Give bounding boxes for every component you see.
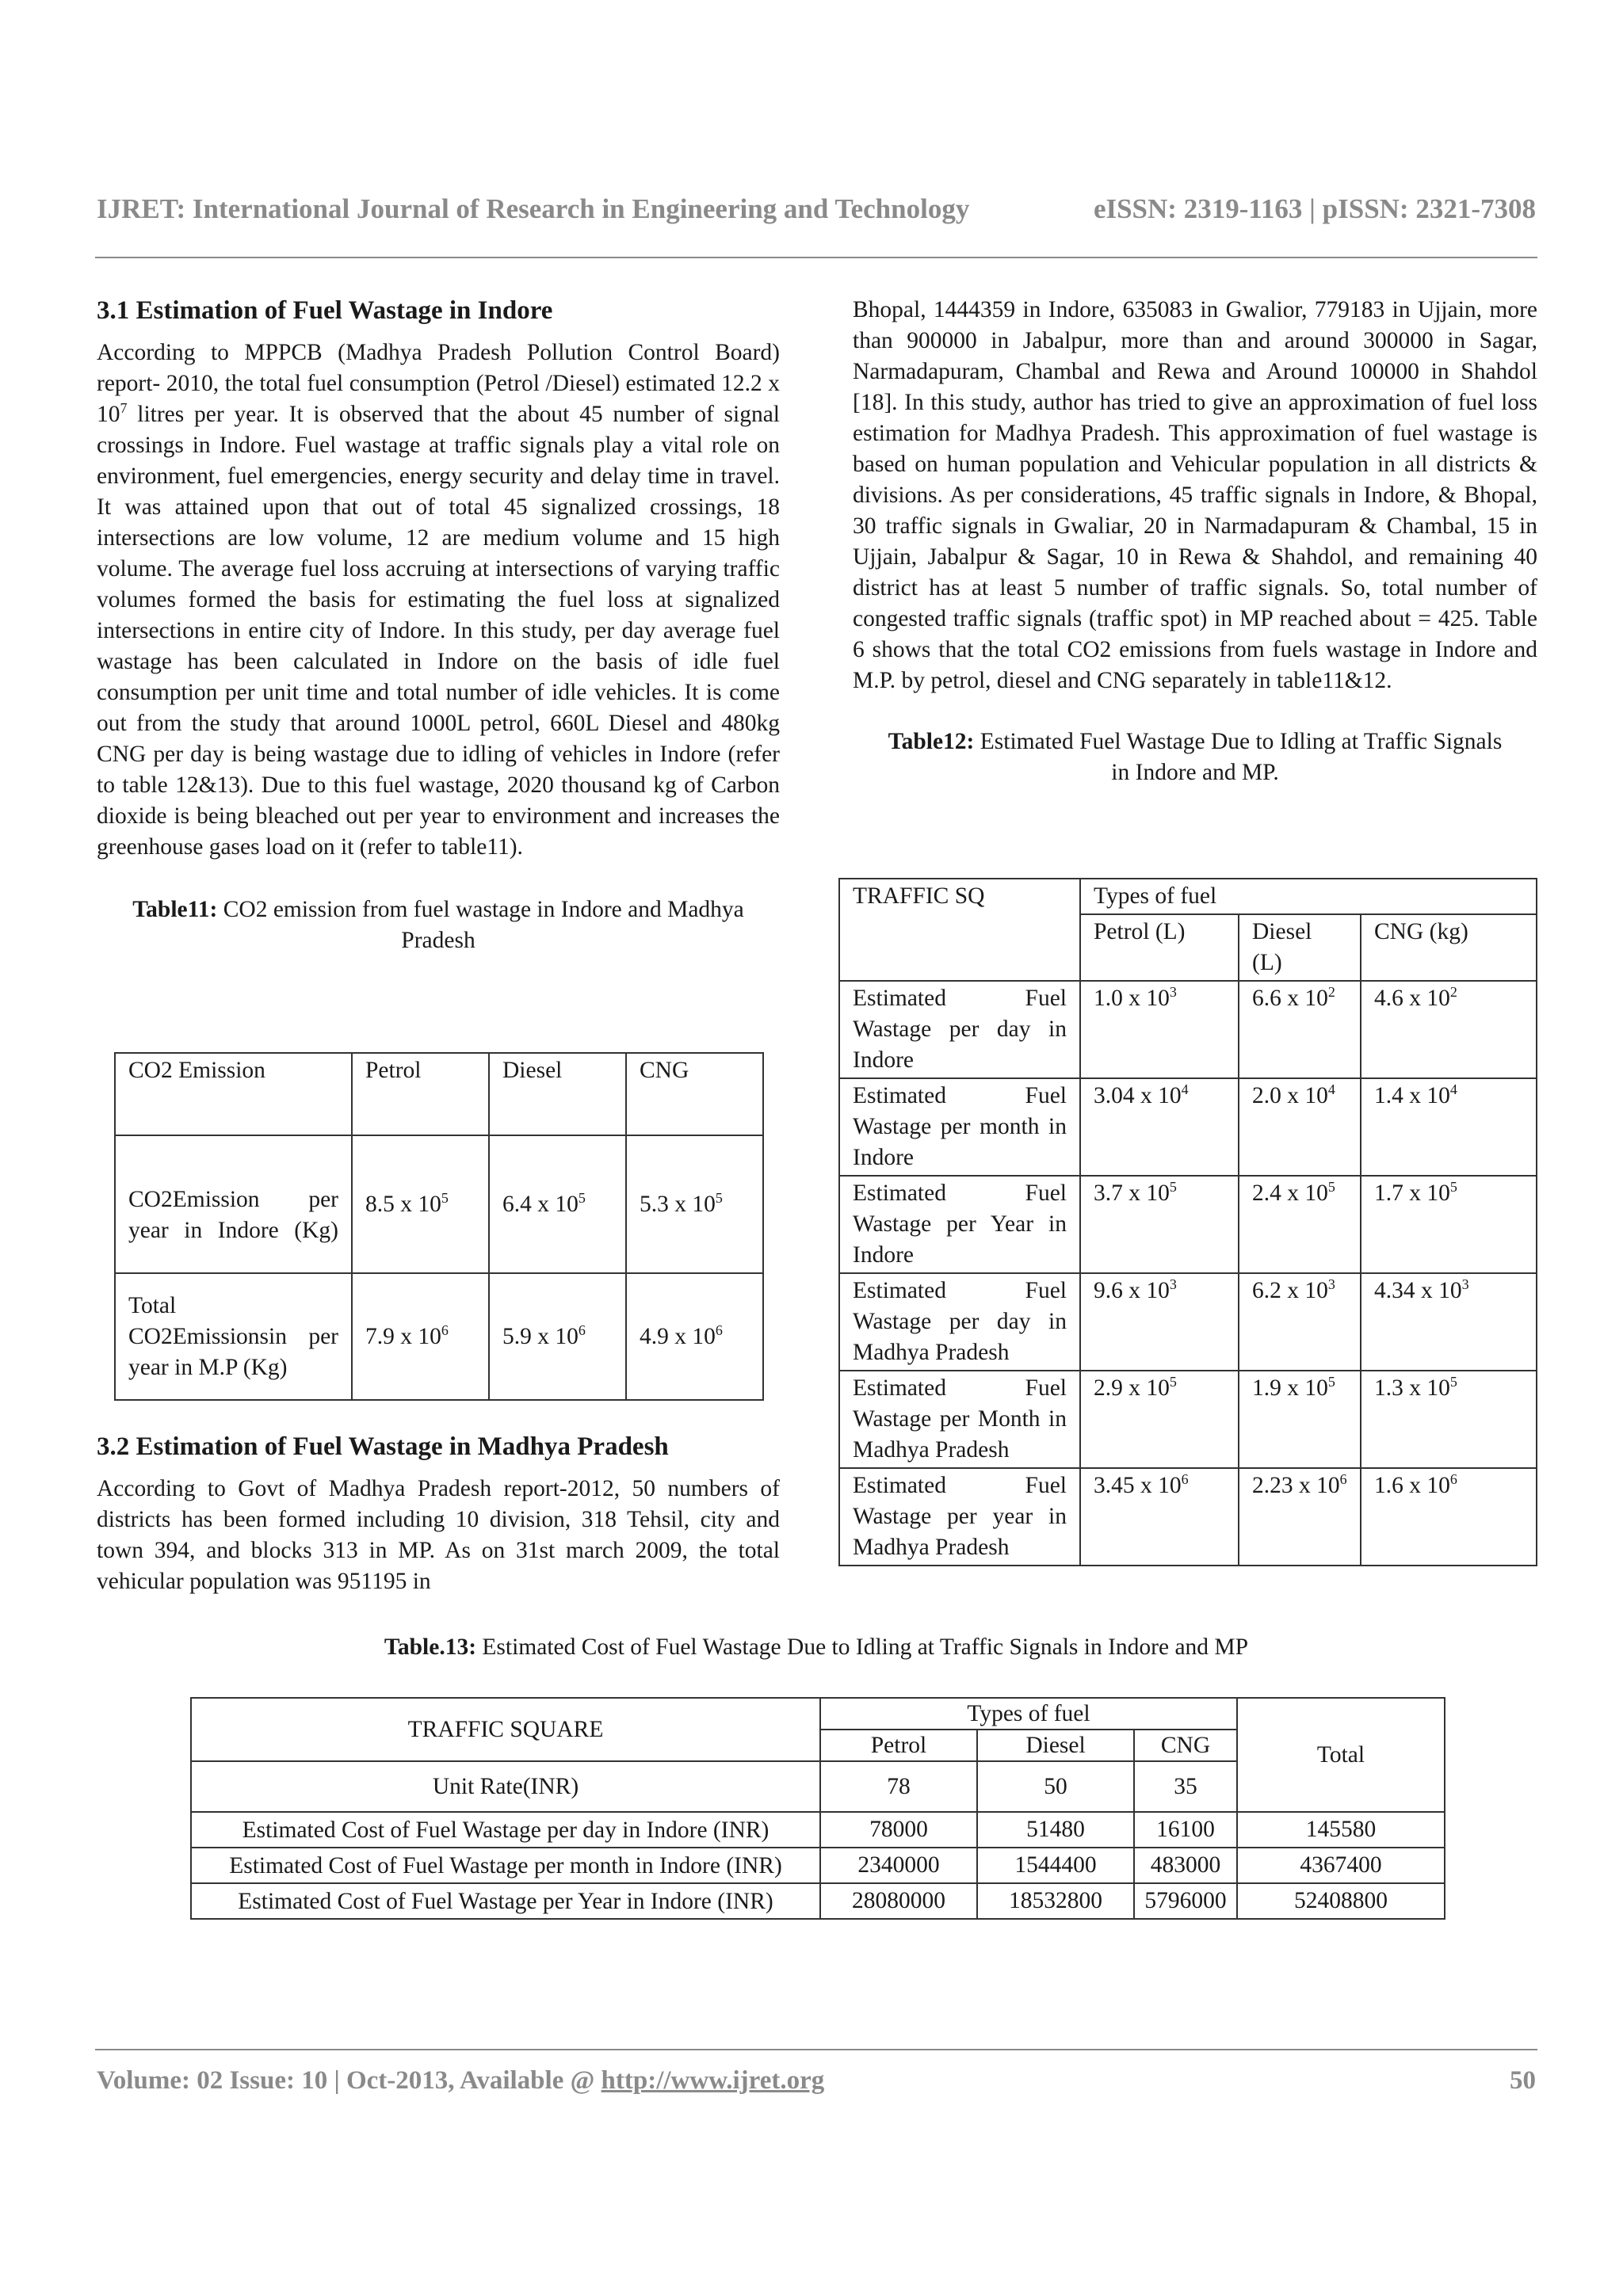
table-cell: 2340000 — [820, 1848, 977, 1883]
table11-caption: Table11: CO2 emission from fuel wastage in Indore and Madhya Pradesh — [132, 897, 744, 953]
section-3-1-paragraph: According to MPPCB (Madhya Pradesh Pollution Control Board) report- 2010, the total fuel consumption (Petrol /Diesel) estimated 12.2 x $10^7$ litres per year. It is observed that the about 45 number of signal crossings in Indore. Fuel wastage at traffic signals play a vital role on environment, fuel emergencies, energy security and delay time in travel. It was attained upon that out of total 45 signalized crossings, 18 intersections are low volume, 12 are medium volume and 15 high volume. The average fuel loss accruing at intersections of varying traffic volumes formed the basis for estimating the fuel loss at signalized intersections in entire city of Indore. In this study, per day average fuel wastage has been calculated in Indore on the basis of idle fuel consumption per unit time and total number of idle vehicles. It is come out from the study that around 1000L petrol, 660L Diesel and 480kg CNG per day is being wastage due to idling of vehicles in Indore (refer to table 12&13). Due to this fuel wastage, 2020 thousand kg of Carbon dioxide is being bleached out per year to environment and increases the greenhouse gases load on it (refer to table11). — [97, 340, 780, 860]
table-cell: 6.4 x $10^5$ — [489, 1135, 626, 1273]
table-cell: 78000 — [820, 1812, 977, 1848]
table-cell: 50 — [977, 1761, 1134, 1812]
table-cell: 1.4 x $10^4$ — [1361, 1078, 1537, 1176]
table-cell: 9.6 x $10^3$ — [1080, 1273, 1239, 1371]
table-header-cell: Petrol — [352, 1053, 489, 1135]
table-corner-cell: TRAFFIC SQ — [839, 879, 1080, 981]
row-label: Estimated Cost of Fuel Wastage per day in Indore (INR) — [191, 1812, 820, 1848]
row-label: Total CO2Emissionsin per year in M.P (Kg) — [115, 1273, 352, 1400]
page-number: 50 — [1510, 2066, 1536, 2095]
table-cell: 1.7 x $10^5$ — [1361, 1176, 1537, 1273]
table-header-cell: Petrol — [820, 1730, 977, 1761]
table-cell: 28080000 — [820, 1883, 977, 1919]
table12 — [838, 878, 1537, 1566]
table-cell: 5.3 x $10^5$ — [626, 1135, 763, 1273]
table-cell: 3.45 x $10^6$ — [1080, 1468, 1239, 1566]
table-cell: 35 — [1134, 1761, 1237, 1812]
table-row — [839, 1176, 1537, 1273]
table-cell: 51480 — [977, 1812, 1134, 1848]
table-header-cell: Diesel — [489, 1053, 626, 1135]
section-3-2-paragraph: According to Govt of Madhya Pradesh report-2012, 50 numbers of districts has been formed including 10 division, 318 Tehsil, city and town 394, and blocks 313 in MP. As on 31st march 2009, the total vehicular population was 951195 in — [97, 1476, 780, 1594]
issn-label: eISSN: 2319-1163 | pISSN: 2321-7308 — [1093, 193, 1536, 224]
table-cell: 2.9 x $10^5$ — [1080, 1371, 1239, 1468]
table-row — [115, 1273, 763, 1400]
table-total-cell: 4367400 — [1237, 1848, 1445, 1883]
row-label: CO2Emission per year in Indore (Kg) — [115, 1135, 352, 1273]
table-header-cell: Petrol (L) — [1080, 914, 1239, 981]
footer-rule — [95, 2049, 1537, 2050]
table-row — [115, 1135, 763, 1273]
table12-caption: Table12: Estimated Fuel Wastage Due to Idling at Traffic Signals in Indore and MP. — [888, 729, 1503, 785]
right-column-paragraph: Bhopal, 1444359 in Indore, 635083 in Gwalior, 779183 in Ujjain, more than 900000 in Jabalpur, more than and around 300000 in Sagar, Narmadapuram, Chambal and Rewa and Around 100000 in Shahdol [18]. In this study, author has tried to give an approximation of fuel loss estimation for Madhya Pradesh. This approximation of fuel wastage is based on human population and Vehicular population in all districts & divisions. As per considerations, 45 traffic signals in Indore, & Bhopal, 30 traffic signals in Gwaliar, 20 in Narmadapuram & Chambal, 15 in Ujjain, Jabalpur & Sagar, 10 in Rewa & Shahdol, and remaining 40 district has at least 5 number of traffic signals. So, total number of congested traffic signals (traffic spot) in MP reached about = 425. Table 6 shows that the total CO2 emissions from fuels wastage in Indore and M.P. by petrol, diesel and CNG separately in table11&12. — [853, 297, 1537, 693]
right-column — [853, 295, 1537, 788]
table-cell: 5796000 — [1134, 1883, 1237, 1919]
row-label: Estimated Fuel Wastage per year in Madhya Pradesh — [839, 1468, 1080, 1566]
table-cell: 18532800 — [977, 1883, 1134, 1919]
row-label: Estimated Cost of Fuel Wastage per month in Indore (INR) — [191, 1848, 820, 1883]
table-header-row — [191, 1698, 1445, 1730]
row-label: Estimated Cost of Fuel Wastage per Year in Indore (INR) — [191, 1883, 820, 1919]
table-cell: 1.0 x $10^3$ — [1080, 981, 1239, 1078]
table-row — [839, 1468, 1537, 1566]
table-cell: 6.2 x $10^3$ — [1239, 1273, 1361, 1371]
table13-caption: Table.13: Estimated Cost of Fuel Wastage Due to Idling at Traffic Signals in Indore and MP — [384, 1634, 1249, 1660]
section-3-2 — [97, 1431, 780, 1597]
row-label: Estimated Fuel Wastage per day in Indore — [839, 981, 1080, 1078]
table-header-cell: Diesel (L) — [1239, 914, 1361, 981]
table-cell: 5.9 x $10^6$ — [489, 1273, 626, 1400]
volume-info: Volume: 02 Issue: 10 | Oct-2013, Available @ http://www.ijret.org — [97, 2066, 825, 2095]
table-cell: 3.7 x $10^5$ — [1080, 1176, 1239, 1273]
table-total-cell: 52408800 — [1237, 1883, 1445, 1919]
journal-title: IJRET: International Journal of Research in Engineering and Technology — [97, 193, 970, 224]
table11 — [114, 1052, 764, 1401]
row-label: Estimated Fuel Wastage per day in Madhya Pradesh — [839, 1273, 1080, 1371]
table-cell: 4.34 x $10^3$ — [1361, 1273, 1537, 1371]
table-row — [839, 1273, 1537, 1371]
table-row — [839, 1371, 1537, 1468]
journal-url-link[interactable]: http://www.ijret.org — [601, 2066, 825, 2095]
table-cell: 2.23 x $10^6$ — [1239, 1468, 1361, 1566]
table-cell: 483000 — [1134, 1848, 1237, 1883]
table-cell: 1.3 x $10^5$ — [1361, 1371, 1537, 1468]
table-cell: 2.4 x $10^5$ — [1239, 1176, 1361, 1273]
table-row — [191, 1848, 1445, 1883]
table-cell: 6.6 x $10^2$ — [1239, 981, 1361, 1078]
table-header-cell: CO2 Emission — [115, 1053, 352, 1135]
header-rule — [95, 257, 1537, 258]
table-header-row — [839, 879, 1537, 914]
table-group-header: Types of fuel — [1080, 879, 1537, 914]
table-group-header: Types of fuel — [820, 1698, 1237, 1730]
table-cell: 4.6 x $10^2$ — [1361, 981, 1537, 1078]
table-cell: 1544400 — [977, 1848, 1134, 1883]
table-cell: 16100 — [1134, 1812, 1237, 1848]
running-footer — [97, 2066, 1536, 2096]
row-label: Estimated Fuel Wastage per Year in Indore — [839, 1176, 1080, 1273]
table-cell: 4.9 x $10^6$ — [626, 1273, 763, 1400]
table-corner-cell: TRAFFIC SQUARE — [191, 1698, 820, 1761]
table-cell: 1.6 x $10^6$ — [1361, 1468, 1537, 1566]
running-header — [97, 193, 1536, 225]
table-cell: 78 — [820, 1761, 977, 1812]
section-3-1-heading: 3.1 Estimation of Fuel Wastage in Indore — [97, 296, 553, 325]
table-header-cell: Diesel — [977, 1730, 1134, 1761]
left-column — [97, 295, 780, 956]
table-header-cell: CNG — [1134, 1730, 1237, 1761]
table-cell: 2.0 x $10^4$ — [1239, 1078, 1361, 1176]
row-label: Estimated Fuel Wastage per Month in Madhya Pradesh — [839, 1371, 1080, 1468]
table-row — [839, 1078, 1537, 1176]
table-row — [191, 1883, 1445, 1919]
table-cell: 1.9 x $10^5$ — [1239, 1371, 1361, 1468]
row-label: Unit Rate(INR) — [191, 1761, 820, 1812]
table-header-row — [115, 1053, 763, 1135]
table-total-header: Total — [1237, 1698, 1445, 1812]
table13 — [190, 1697, 1445, 1920]
table-cell: 8.5 x $10^5$ — [352, 1135, 489, 1273]
table-header-cell: CNG (kg) — [1361, 914, 1537, 981]
table-cell: 7.9 x $10^6$ — [352, 1273, 489, 1400]
table-cell: 3.04 x $10^4$ — [1080, 1078, 1239, 1176]
table-total-cell: 145580 — [1237, 1812, 1445, 1848]
table-row — [839, 981, 1537, 1078]
table-header-cell: CNG — [626, 1053, 763, 1135]
row-label: Estimated Fuel Wastage per month in Indore — [839, 1078, 1080, 1176]
table-row — [191, 1812, 1445, 1848]
section-3-2-heading: 3.2 Estimation of Fuel Wastage in Madhya Pradesh — [97, 1432, 669, 1461]
